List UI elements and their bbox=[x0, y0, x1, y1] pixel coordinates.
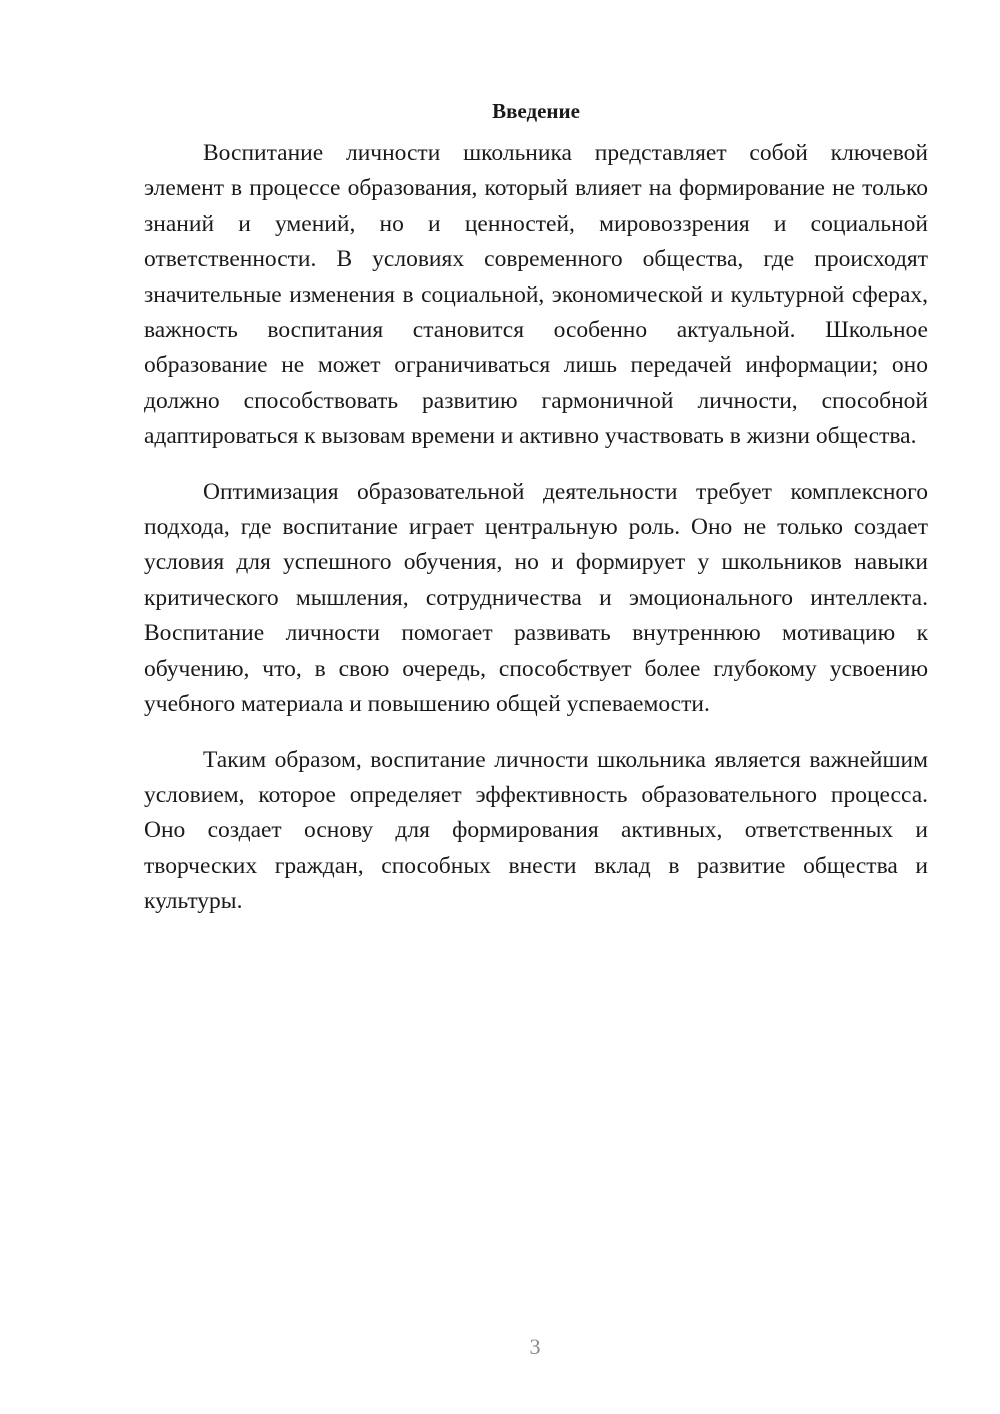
page-number: 3 bbox=[529, 1334, 541, 1359]
page-content bbox=[144, 96, 928, 940]
paragraph-1: Воспитание личности школьника представляет собой ключевой элемент в процессе образования, который влияет на формирование не только знаний и умений, но и ценностей, мировоззрения и социальной ответственности. В условиях современного общества, где происходят значительные изменения в социальной, экономической и культурной сферах, важность воспитания становится особенно актуальной. Школьное образование не может ограничиваться лишь передачей информации; оно должно способствовать развитию гармоничной личности, способной адаптироваться к вызовам времени и активно участвовать в жизни общества. bbox=[144, 140, 928, 450]
paragraph-3: Таким образом, воспитание личности школьника является важнейшим условием, которое определяет эффективность образовательного процесса. Оно создает основу для формирования активных, ответственных и творческих граждан, способных внести вклад в развитие общества и культуры. bbox=[144, 746, 928, 915]
paragraph-2: Оптимизация образовательной деятельности требует комплексного подхода, где воспитание играет центральную роль. Оно не только создает условия для успешного обучения, но и формирует у школьников навыки критического мышления, сотрудничества и эмоционального интеллекта. Воспитание личности помогает развивать внутреннюю мотивацию к обучению, что, в свою очередь, способствует более глубокому усвоению учебного материала и повышению общей успеваемости. bbox=[144, 478, 928, 718]
section-title: Введение bbox=[492, 99, 580, 123]
